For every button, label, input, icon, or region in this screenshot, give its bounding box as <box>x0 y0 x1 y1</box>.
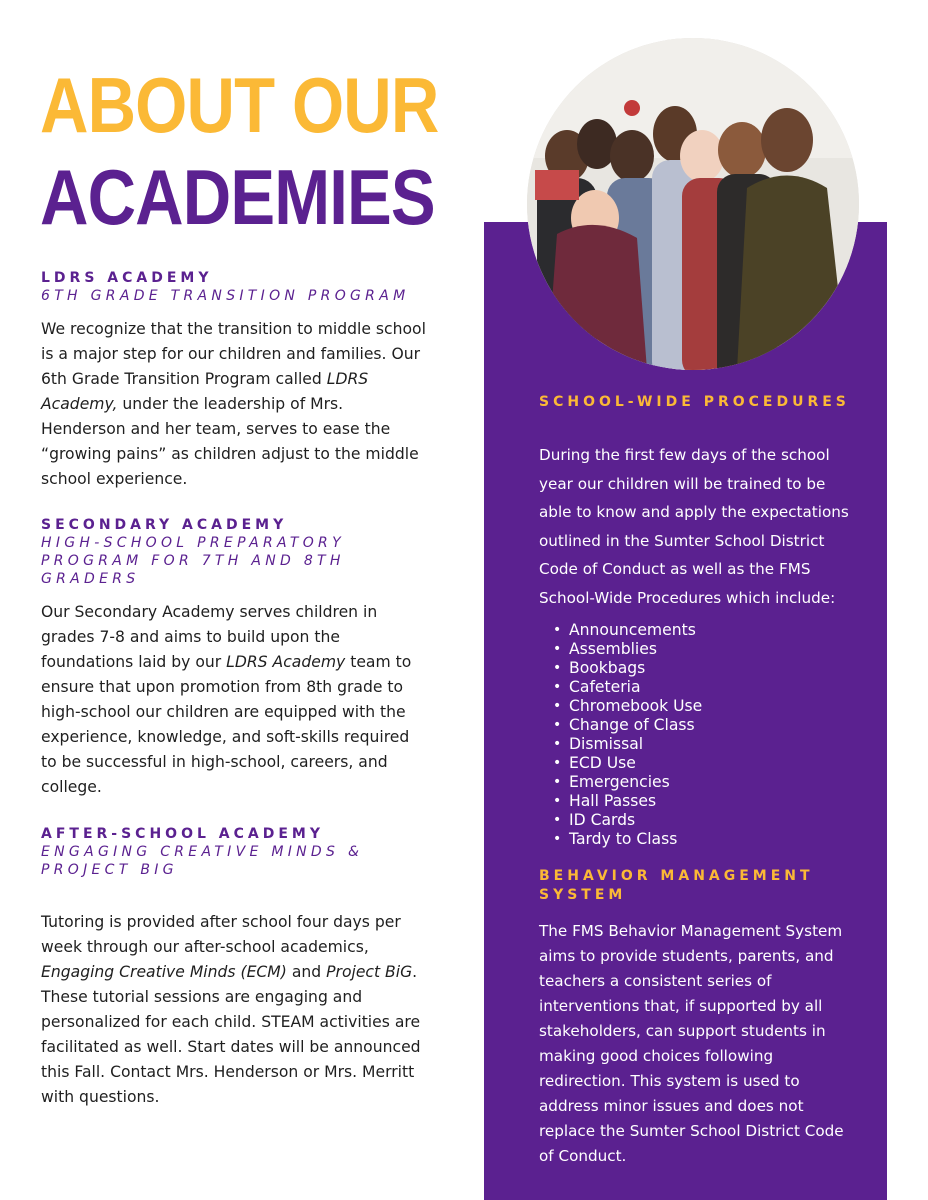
procedures-heading: SCHOOL-WIDE PROCEDURES <box>539 394 850 410</box>
secondary-academy-subheading: HIGH-SCHOOL PREPARATORY PROGRAM FOR 7TH AND 8TH GRADERS <box>41 535 345 587</box>
afterschool-text-emphasis-2: Project BiG <box>326 963 413 981</box>
ldrs-academy-body <box>41 317 426 492</box>
list-item: • ECD Use <box>569 754 869 773</box>
list-item: • Bookbags <box>569 659 869 678</box>
list-item: • Tardy to Class <box>569 830 869 849</box>
list-item: • Assemblies <box>569 640 869 659</box>
group-photo-illustration <box>527 38 859 370</box>
afterschool-text-emphasis-1: Engaging Creative Minds (ECM) <box>41 963 287 981</box>
secondary-academy-heading: SECONDARY ACADEMY <box>41 517 288 533</box>
secondary-text-2: team to ensure that upon promotion from 8th grade to high-school our children are equipped with the experience, knowledge, and soft-skills required to be successful in high-school, careers, and college. <box>41 653 412 796</box>
afterschool-academy-heading: AFTER-SCHOOL ACADEMY <box>41 826 324 842</box>
afterschool-text-2: and <box>286 963 327 981</box>
list-item: • Announcements <box>569 621 869 640</box>
afterschool-text-3: . These tutorial sessions are engaging and personalized for each child. STEAM activities are facilitated as well. Start dates will be announced this Fall. Contact Mrs. Henderson or Mrs. Merritt with questions. <box>41 963 421 1106</box>
list-item: • Hall Passes <box>569 792 869 811</box>
ldrs-text-emphasis: LDRS Academy, <box>41 370 369 413</box>
afterschool-academy-subheading: ENGAGING CREATIVE MINDS & PROJECT BIG <box>41 844 364 878</box>
ldrs-text-2: under the leadership of Mrs. Henderson and her team, serves to ease the “growing pains” as children adjust to the middle school experience. <box>41 395 419 488</box>
list-item: • Cafeteria <box>569 678 869 697</box>
page-title-line-1: ABOUT OUR <box>40 61 439 149</box>
behavior-heading: BEHAVIOR MANAGEMENT SYSTEM <box>539 868 814 903</box>
secondary-text-emphasis: LDRS Academy <box>226 653 346 671</box>
secondary-text-1: Our Secondary Academy serves children in grades 7-8 and aims to build upon the foundations laid by our <box>41 603 378 671</box>
afterschool-text-1: Tutoring is provided after school four days per week through our after-school academics, <box>41 913 401 956</box>
list-item: • Chromebook Use <box>569 697 869 716</box>
group-photo-icon <box>527 38 859 370</box>
list-item: • Change of Class <box>569 716 869 735</box>
behavior-body: The FMS Behavior Management System aims to provide students, parents, and teachers a consistent series of interventions that, if supported by all stakeholders, can support students in making good choices following redirection. This system is used to address minor issues and does not replace the Sumter School District Code of Conduct. <box>539 922 844 1165</box>
list-item: • Emergencies <box>569 773 869 792</box>
list-item: • Dismissal <box>569 735 869 754</box>
ldrs-academy-section <box>41 269 426 492</box>
ldrs-academy-subheading: 6TH GRADE TRANSITION PROGRAM <box>41 288 410 304</box>
ldrs-text-1: We recognize that the transition to middle school is a major step for our children and families. Our 6th Grade Transition Program called <box>41 320 426 388</box>
secondary-academy-section <box>41 516 426 800</box>
page-title-line-2: ACADEMIES <box>40 153 435 241</box>
afterschool-academy-section <box>41 825 426 1110</box>
ldrs-academy-heading: LDRS ACADEMY <box>41 270 213 286</box>
list-item: • ID Cards <box>569 811 869 830</box>
procedures-list <box>551 621 869 849</box>
procedures-body: During the first few days of the school year our children will be trained to be able to know and apply the expectations outlined in the Sumter School District Code of Conduct as well as the FMS School-Wide Procedures which include: <box>539 446 849 607</box>
afterschool-academy-body <box>41 910 426 1110</box>
secondary-academy-body <box>41 600 426 800</box>
